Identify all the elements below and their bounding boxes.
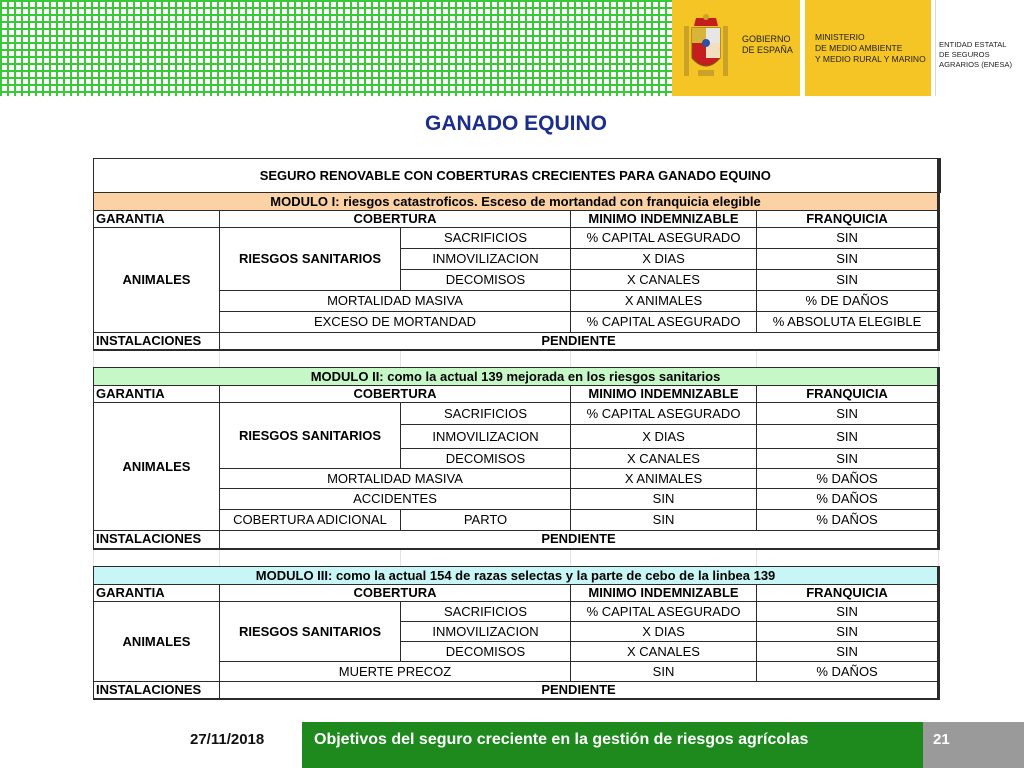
header-garantia: GARANTIA xyxy=(94,585,220,602)
ministerio-logo xyxy=(805,0,931,96)
spacer-cell xyxy=(571,549,757,567)
cobertura-cell: INMOVILIZACION xyxy=(401,622,571,642)
spacer-cell xyxy=(220,549,401,567)
modulo1-title: MODULO I: riesgos catastroficos. Esceso de mortandad con franquicia elegible xyxy=(94,193,939,211)
minimo-cell: % CAPITAL ASEGURADO xyxy=(571,602,757,622)
cobertura-cell: DECOMISOS xyxy=(401,642,571,662)
franquicia-cell: SIN xyxy=(757,228,939,249)
spacer-cell xyxy=(757,350,939,368)
garantia-instalaciones: INSTALACIONES xyxy=(94,531,220,549)
riesgos-sanitarios: RIESGOS SANITARIOS xyxy=(220,228,401,291)
page-number: 21 xyxy=(933,731,950,748)
spacer-cell xyxy=(757,549,939,567)
cobertura-cell: INMOVILIZACION xyxy=(401,249,571,270)
modulo3-title: MODULO III: como la actual 154 de razas selectas y la parte de cebo de la linbea 139 xyxy=(94,567,939,585)
minimo-cell: X DIAS xyxy=(571,425,757,449)
franquicia-cell: SIN xyxy=(757,449,939,469)
minimo-cell: % CAPITAL ASEGURADO xyxy=(571,403,757,425)
coat-of-arms-icon xyxy=(680,12,732,84)
garantia-instalaciones: INSTALACIONES xyxy=(94,682,220,699)
cobertura-cell: ACCIDENTES xyxy=(220,489,571,510)
gobierno-logo xyxy=(672,0,800,96)
header-cobertura: COBERTURA xyxy=(220,386,571,403)
header-cobertura: COBERTURA xyxy=(220,211,571,228)
franquicia-cell: % DAÑOS xyxy=(757,489,939,510)
cobertura-cell: INMOVILIZACION xyxy=(401,425,571,449)
franquicia-cell: SIN xyxy=(757,403,939,425)
page-number-box xyxy=(923,722,1024,768)
spacer-cell xyxy=(94,549,220,567)
cobertura-cell: SACRIFICIOS xyxy=(401,228,571,249)
spacer-cell xyxy=(401,549,571,567)
franquicia-cell: % ABSOLUTA ELEGIBLE xyxy=(757,312,939,333)
franquicia-cell: % DAÑOS xyxy=(757,662,939,682)
header-cobertura: COBERTURA xyxy=(220,585,571,602)
table-main-title: SEGURO RENOVABLE CON COBERTURAS CRECIENTES PARA GANADO EQUINO xyxy=(94,159,939,193)
footer-date: 27/11/2018 xyxy=(190,731,265,748)
franquicia-cell: % DAÑOS xyxy=(757,469,939,489)
instalaciones-pendiente: PENDIENTE xyxy=(220,333,939,350)
cobertura-cell: SACRIFICIOS xyxy=(401,602,571,622)
header-franquicia: FRANQUICIA xyxy=(757,585,939,602)
garantia-animales: ANIMALES xyxy=(94,602,220,682)
insurance-table xyxy=(93,158,938,700)
minimo-cell: % CAPITAL ASEGURADO xyxy=(571,228,757,249)
minimo-cell: X CANALES xyxy=(571,642,757,662)
gobierno-text: GOBIERNO DE ESPAÑA xyxy=(742,34,793,55)
riesgos-sanitarios: RIESGOS SANITARIOS xyxy=(220,403,401,469)
cobertura-cell: EXCESO DE MORTANDAD xyxy=(220,312,571,333)
header-franquicia: FRANQUICIA xyxy=(757,386,939,403)
garantia-animales: ANIMALES xyxy=(94,228,220,333)
instalaciones-pendiente: PENDIENTE xyxy=(220,682,939,699)
enesa-logo xyxy=(935,0,1024,96)
header-garantia: GARANTIA xyxy=(94,386,220,403)
minimo-cell: X ANIMALES xyxy=(571,469,757,489)
footer-text: Objetivos del seguro creciente en la gestión de riesgos agrícolas xyxy=(314,731,809,748)
garantia-instalaciones: INSTALACIONES xyxy=(94,333,220,350)
franquicia-cell: % DAÑOS xyxy=(757,510,939,531)
spacer-cell xyxy=(401,350,571,368)
cobertura-cell: DECOMISOS xyxy=(401,270,571,291)
franquicia-cell: SIN xyxy=(757,622,939,642)
minimo-cell: X DIAS xyxy=(571,249,757,270)
riesgos-sanitarios: RIESGOS SANITARIOS xyxy=(220,602,401,662)
franquicia-cell: SIN xyxy=(757,425,939,449)
garantia-animales: ANIMALES xyxy=(94,403,220,531)
enesa-text: ENTIDAD ESTATAL DE SEGUROS AGRARIOS (ENESA) xyxy=(939,40,1012,69)
cobertura-cell: SACRIFICIOS xyxy=(401,403,571,425)
page-title: GANADO EQUINO xyxy=(424,112,607,135)
cobertura-cell: DECOMISOS xyxy=(401,449,571,469)
franquicia-cell: % DE DAÑOS xyxy=(757,291,939,312)
header-franquicia: FRANQUICIA xyxy=(757,211,939,228)
cobertura-adicional-label: COBERTURA ADICIONAL xyxy=(220,510,401,531)
minimo-cell: % CAPITAL ASEGURADO xyxy=(571,312,757,333)
minimo-cell: SIN xyxy=(571,510,757,531)
minimo-cell: X CANALES xyxy=(571,270,757,291)
spacer-cell xyxy=(220,350,401,368)
franquicia-cell: SIN xyxy=(757,642,939,662)
spacer-cell xyxy=(94,350,220,368)
cobertura-cell: PARTO xyxy=(401,510,571,531)
ministerio-text: MINISTERIO DE MEDIO AMBIENTE Y MEDIO RURAL Y MARINO xyxy=(815,32,926,64)
cobertura-cell: MUERTE PRECOZ xyxy=(220,662,571,682)
instalaciones-pendiente: PENDIENTE xyxy=(220,531,939,549)
spacer-cell xyxy=(571,350,757,368)
footer-bar xyxy=(302,722,923,768)
franquicia-cell: SIN xyxy=(757,602,939,622)
minimo-cell: SIN xyxy=(571,489,757,510)
minimo-cell: X CANALES xyxy=(571,449,757,469)
cobertura-cell: MORTALIDAD MASIVA xyxy=(220,469,571,489)
header-garantia: GARANTIA xyxy=(94,211,220,228)
minimo-cell: X ANIMALES xyxy=(571,291,757,312)
header-minimo: MINIMO INDEMNIZABLE xyxy=(571,585,757,602)
modulo2-title: MODULO II: como la actual 139 mejorada en los riesgos sanitarios xyxy=(94,368,939,386)
decorative-grid-band xyxy=(0,0,672,96)
franquicia-cell: SIN xyxy=(757,249,939,270)
franquicia-cell: SIN xyxy=(757,270,939,291)
minimo-cell: SIN xyxy=(571,662,757,682)
header-minimo: MINIMO INDEMNIZABLE xyxy=(571,211,757,228)
cobertura-cell: MORTALIDAD MASIVA xyxy=(220,291,571,312)
header-minimo: MINIMO INDEMNIZABLE xyxy=(571,386,757,403)
minimo-cell: X DIAS xyxy=(571,622,757,642)
